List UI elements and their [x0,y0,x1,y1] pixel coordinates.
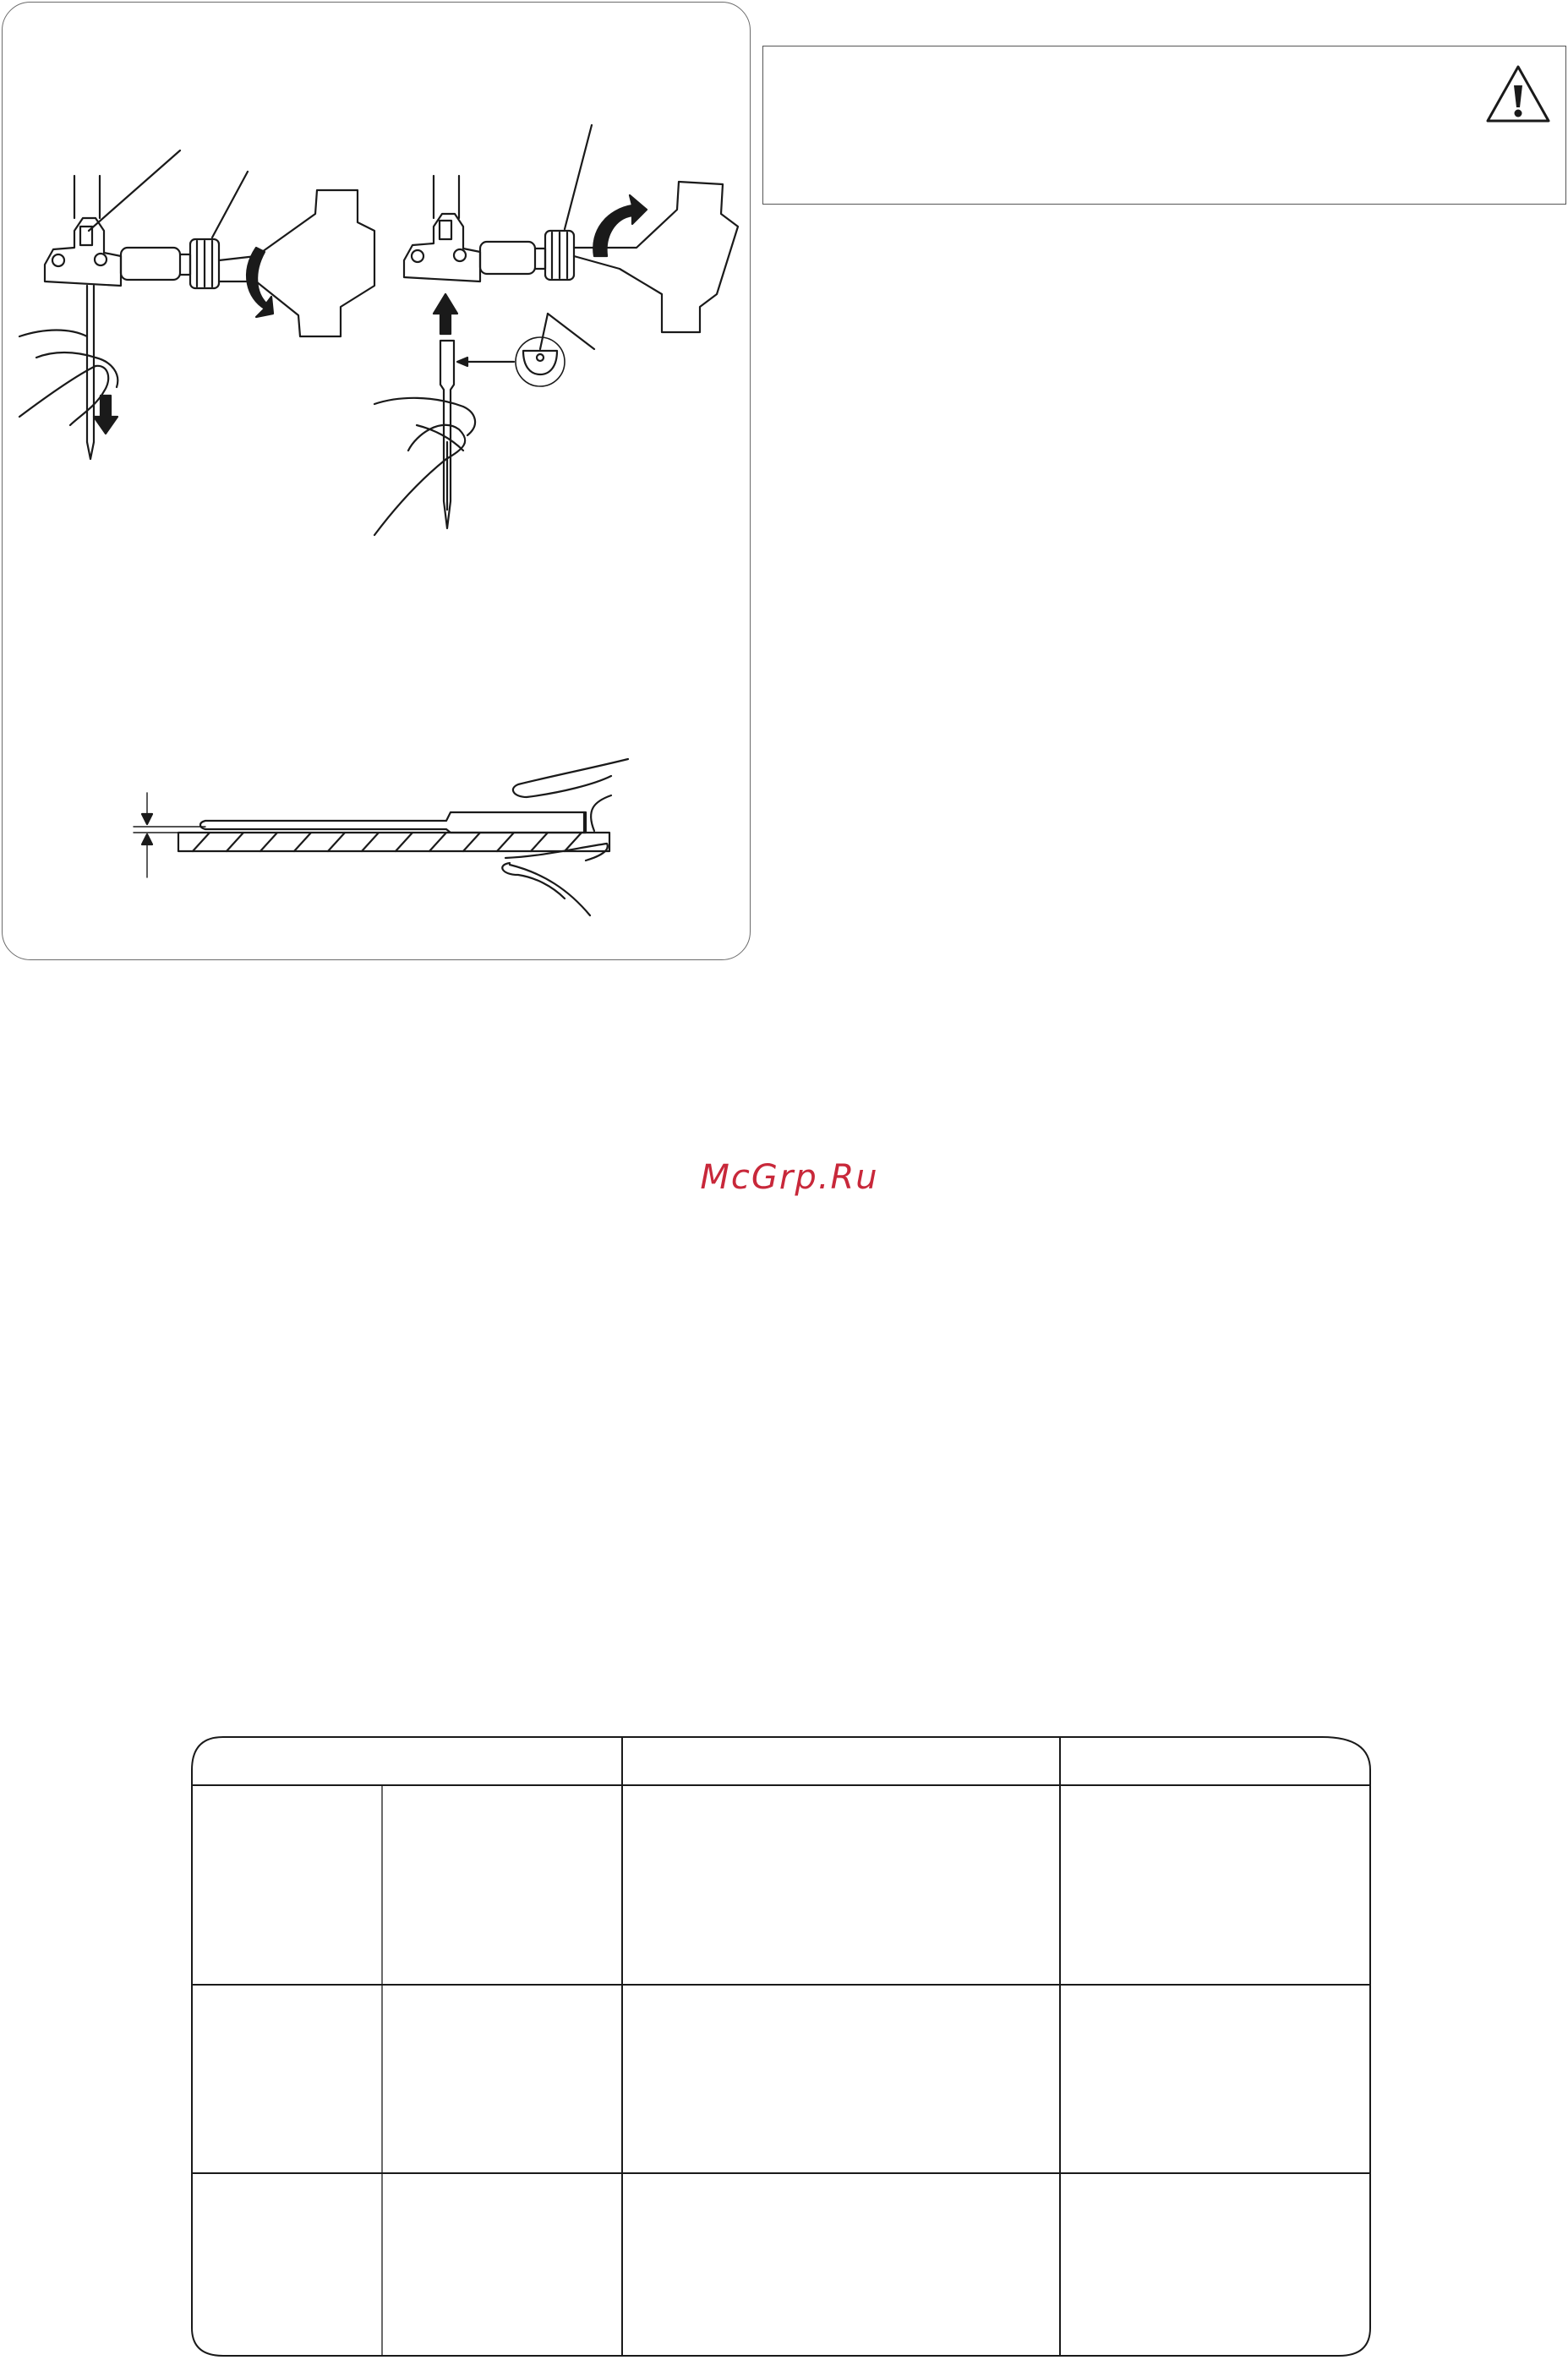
needle-check-figure [134,759,628,915]
warning-triangle-icon [1484,63,1552,124]
remove-needle-figure [19,150,374,459]
arrow-up-icon [434,294,457,334]
table-frame [192,1737,1370,2356]
clamp-screw-icon [52,254,64,266]
watermark: McGrp.Ru [700,1158,879,1197]
needle-table [189,1736,1373,2357]
screwdriver [219,190,374,336]
needle-change-illustration-panel [2,2,751,960]
needle-on-surface [200,812,586,833]
needle-change-diagram [3,3,751,960]
warning-box [762,46,1566,205]
insert-needle-figure [374,125,738,535]
rotate-arrow-icon [247,248,273,317]
